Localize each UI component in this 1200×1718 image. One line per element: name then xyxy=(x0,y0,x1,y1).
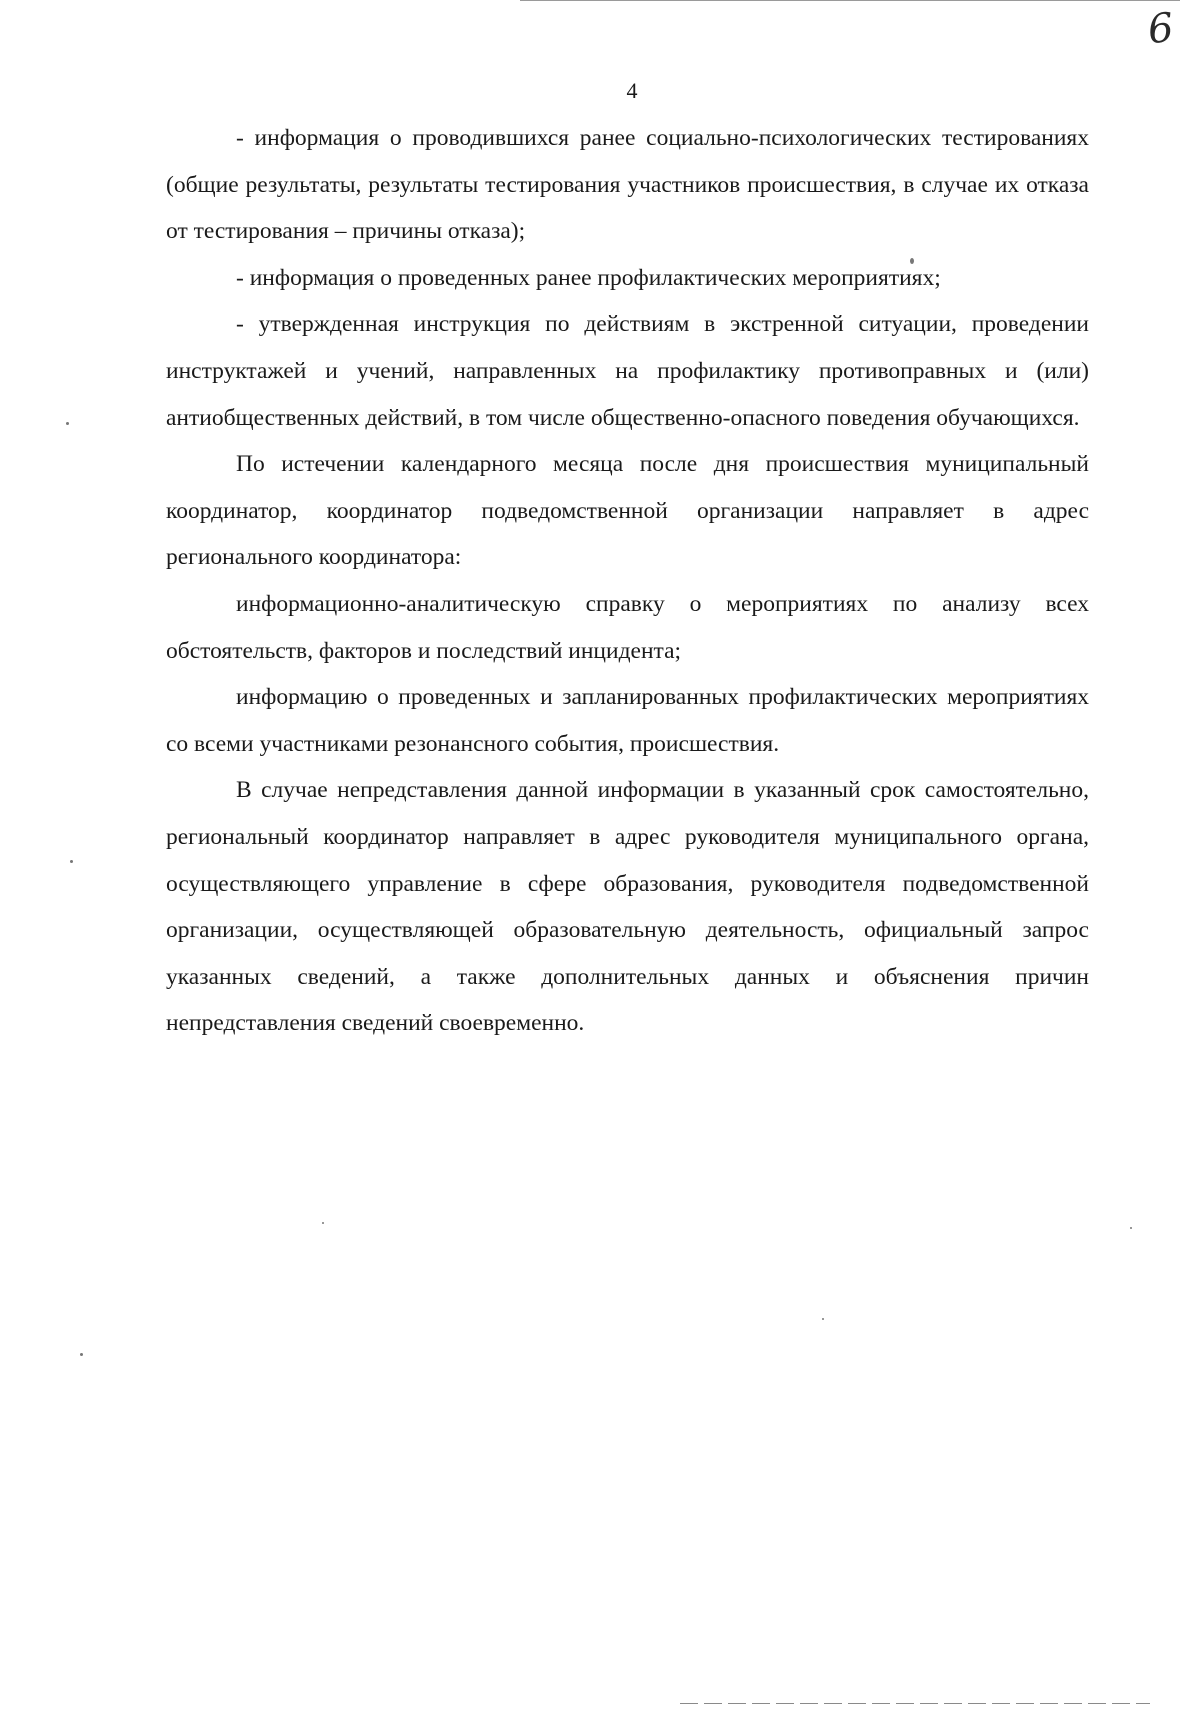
paragraph-2: - информация о проведенных ранее профилактических мероприятиях; xyxy=(236,264,941,291)
scan-speck xyxy=(80,1353,83,1356)
page-number: 4 xyxy=(626,78,638,103)
scan-speck xyxy=(1130,1227,1132,1229)
top-scan-edge xyxy=(520,0,1180,1)
scan-speck xyxy=(322,1222,324,1224)
bottom-scan-edge xyxy=(680,1703,1150,1704)
document-body xyxy=(166,115,1089,1047)
scan-speck xyxy=(822,1318,824,1320)
paragraph-5: информационно-аналитическую справку о мероприятиях по анализу всех обстоятельств, факторов и последствий инцидента; xyxy=(166,590,1089,664)
paragraph-3: - утвержденная инструкция по действиям в экстренной ситуации, проведении инструктажей и учений, направленных на профилактику противоправных и (или) антиобщественных действий, в том числе общественно-опасного поведения обучающихся. xyxy=(166,311,1089,431)
paragraph-1: - информация о проводившихся ранее социально-психологических тестированиях (общие результаты, результаты тестирования участников происшествия, в случае их отказа от тестирования – причины отказа); xyxy=(166,125,1089,245)
scan-speck xyxy=(66,422,69,425)
scan-speck xyxy=(70,860,73,863)
paragraph-4: По истечении календарного месяца после дня происшествия муниципальный координатор, координатор подведомственной организации направляет в адрес регионального координатора: xyxy=(166,451,1089,571)
handwritten-page-mark: 6 xyxy=(1145,4,1176,54)
paragraph-7: В случае непредставления данной информации в указанный срок самостоятельно, региональный координатор направляет в адрес руководителя муниципального органа, осуществляющего управление в сфере образования, руководителя подведомственной организации, осуществляющей образовательную деятельность, официальный запрос указанных сведений, а также дополнительных данных и объяснения причин непредставления сведений своевременно. xyxy=(166,777,1089,1037)
scan-speck xyxy=(910,258,914,264)
paragraph-6: информацию о проведенных и запланированных профилактических мероприятиях со всеми участниками резонансного события, происшествия. xyxy=(166,684,1089,757)
